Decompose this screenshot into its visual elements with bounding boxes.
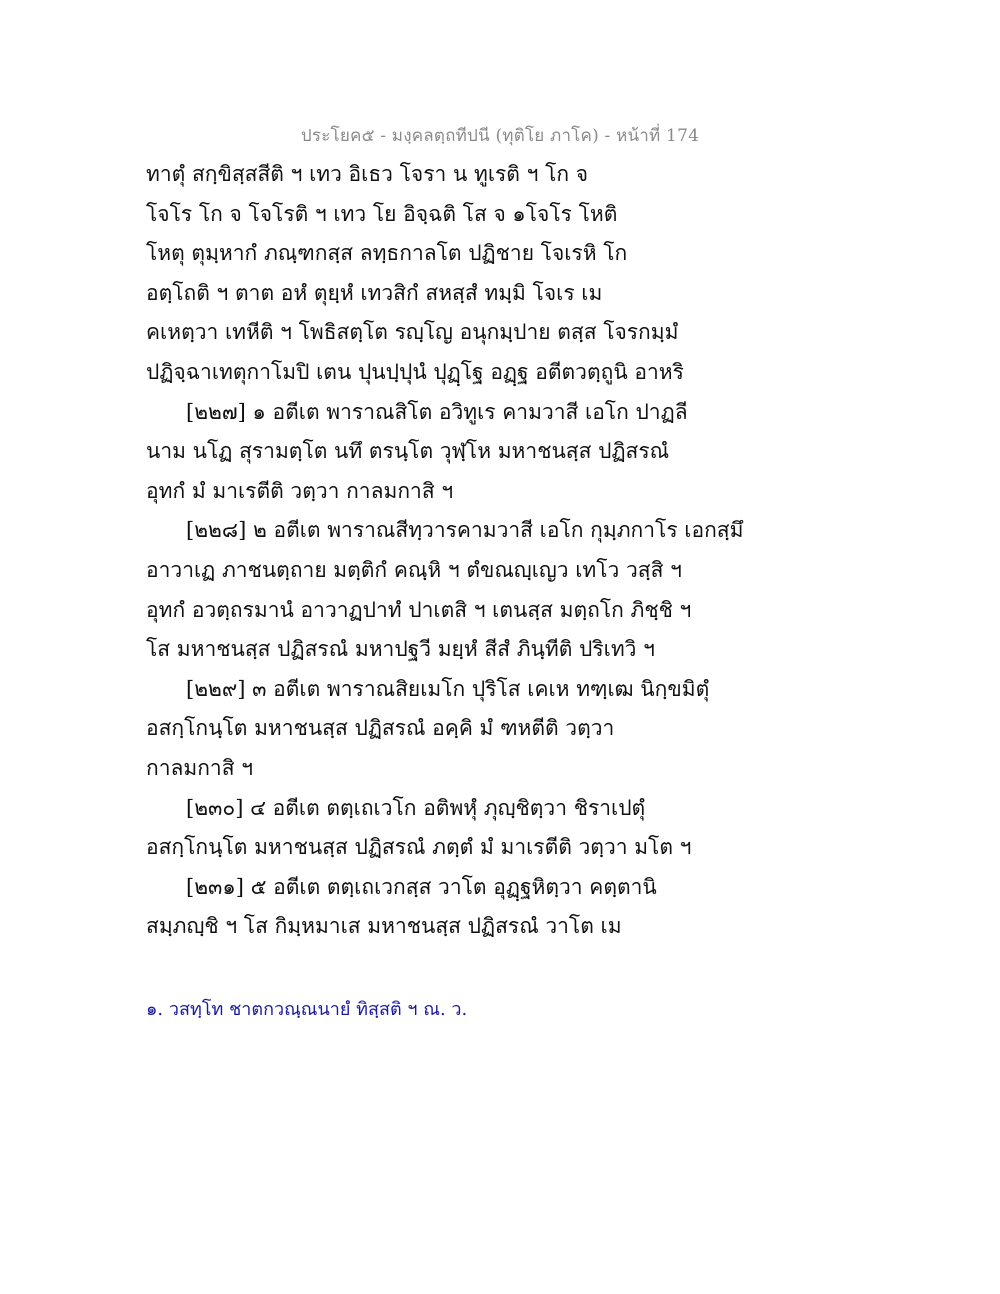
text-line: โส มหาชนสฺส ปฏิสรณํ มหาปฐวี มยฺหํ สีสํ ภินฺทีติ ปริเทวิ ฯ — [146, 637, 655, 662]
text-line: โจโร โก จ โจโรติ ฯ เทว โย อิจฺฉติ โส จ ๑โจโร โหติ — [146, 201, 618, 226]
text-line: อุทกํ มํ มาเรตีติ วตฺวา กาลมกาสิ ฯ — [146, 478, 454, 503]
text-line: [๒๓๑] ๕ อตีเต ตตฺเถเวกสฺส วาโต อุฏฺฐหิตฺวา คตฺตานิ — [186, 874, 657, 899]
text-line: คเหตฺวา เทหีติ ฯ โพธิสตฺโต รญฺโญ อนุกมฺปาย ตสฺส โจรกมฺมํ — [146, 320, 679, 345]
text-line: อสกฺโกนฺโต มหาชนสฺส ปฏิสรณํ ภตฺตํ มํ มาเรตีติ วตฺวา มโต ฯ — [146, 835, 692, 860]
text-line: อสกฺโกนฺโต มหาชนสฺส ปฏิสรณํ อคฺคิ มํ ฑหตีติ วตฺวา — [146, 716, 615, 741]
text-line: อาวาเฏ ภาชนตฺถาย มตฺติกํ คณฺหิ ฯ ตํขณญฺเญว เทโว วสฺสิ ฯ — [146, 557, 682, 582]
text-line: อตฺโถติ ฯ ตาต อหํ ตุยฺหํ เทวสิกํ สหสฺสํ ทมฺมิ โจเร เม — [146, 280, 603, 305]
text-line: สมฺภญฺชิ ฯ โส กิมฺหมาเส มหาชนสฺส ปฏิสรณํ วาโต เม — [146, 914, 622, 939]
footnote: ๑. วสทฺโท ชาตกวณฺณนายํ ทิสฺสติ ฯ ณ. ว. — [146, 999, 468, 1020]
text-line: กาลมกาสิ ฯ — [146, 755, 254, 780]
text-line: [๒๒๗] ๑ อตีเต พาราณสิโต อวิทูเร คามวาสี เอโก ปาฏลี — [186, 399, 688, 424]
text-line: โหตุ ตุมฺหากํ ภณฺฑกสฺส ลทฺธกาลโต ปฏิชาย โจเรหิ โก — [146, 241, 628, 266]
body-text — [146, 155, 744, 947]
text-line: ทาตุํ สกฺขิสฺสสีติ ฯ เทว อิเธว โจรา น ทูเรติ ฯ โก จ — [146, 162, 589, 186]
text-line: ปฏิจฺฉาเทตุกาโมปิ เตน ปุนปฺปุนํ ปุฏฺโฐ อฏฺฐ อตีตวตฺถูนิ อาหริ — [146, 359, 684, 384]
text-line: [๒๒๙] ๓ อตีเต พาราณสิยเมโก ปุริโส เคเห ทฑฺเฒ นิกฺขมิตุํ — [186, 676, 710, 701]
text-line: [๒๓๐] ๔ อตีเต ตตฺเถเวโก อติพหุํ ภุญฺชิตฺวา ชิราเปตุํ — [186, 795, 646, 820]
text-line: [๒๒๘] ๒ อตีเต พาราณสีทฺวารคามวาสี เอโก กุมฺภกาโร เอกสฺมึ — [186, 518, 744, 543]
text-line: อุทกํ อวตฺถรมานํ อาวาฏปาทํ ปาเตสิ ฯ เตนสฺส มตฺถโก ภิชฺชิ ฯ — [146, 597, 692, 622]
text-line: นาม นโฏ สุรามตฺโต นทึ ตรนฺโต วุฬฺโห มหาชนสฺส ปฏิสรณํ — [146, 439, 670, 464]
page-header: ประโยค๕ - มงฺคลตฺถทีปนี (ทุติโย ภาโค) - หน้าที่ 174 — [300, 126, 700, 146]
